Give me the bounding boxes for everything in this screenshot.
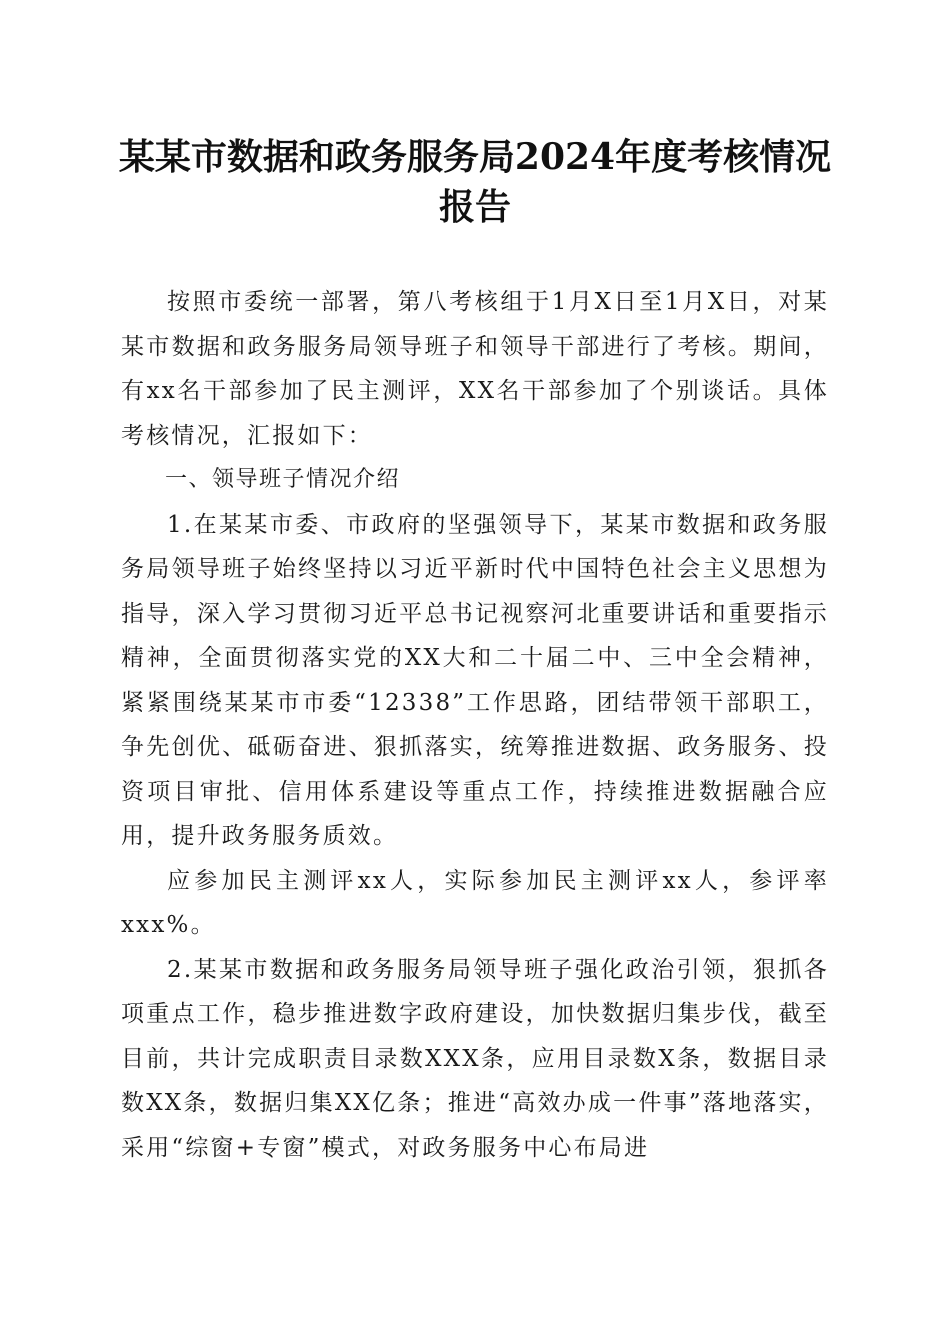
- paragraph-item-2: 2.某某市数据和政务服务局领导班子强化政治引领，狠抓各项重点工作，稳步推进数字政府建设，加快数据归集步伐，截至目前，共计完成职责目录数XXX条，应用目录数X条，数据目录数XX条，数据归集XX亿条；推进“高效办成一件事”落地落实，采用“综窗+专窗”模式，对政务服务中心布局进: [121, 956, 829, 1161]
- paragraph-evaluation-rate: 应参加民主测评xx人，实际参加民主测评xx人，参评率xxx%。: [121, 867, 829, 938]
- document-title: [100, 132, 850, 232]
- intro-paragraph: 按照市委统一部署，第八考核组于1月X日至1月X日，对某某市数据和政务服务局领导班子和领导干部进行了考核。期间，有xx名干部参加了民主测评，XX名干部参加了个别谈话。具体考核情况，汇报如下：: [121, 289, 829, 449]
- document-body: [121, 280, 829, 1170]
- title-line-2: 报告: [438, 186, 511, 228]
- title-line-1: 某某市数据和政务服务局2024年度考核情况: [118, 136, 832, 178]
- paragraph-item-1: 1.在某某市委、市政府的坚强领导下，某某市数据和政务服务局领导班子始终坚持以习近平新时代中国特色社会主义思想为指导，深入学习贯彻习近平总书记视察河北重要讲话和重要指示精神，全面贯彻落实党的XX大和二十届二中、三中全会精神，紧紧围绕某某市市委“12338”工作思路，团结带领干部职工，争先创优、砥砺奋进、狠抓落实，统筹推进数据、政务服务、投资项目审批、信用体系建设等重点工作，持续推进数据融合应用，提升政务服务质效。: [121, 511, 829, 849]
- section-heading: 一、领导班子情况介绍: [165, 467, 401, 492]
